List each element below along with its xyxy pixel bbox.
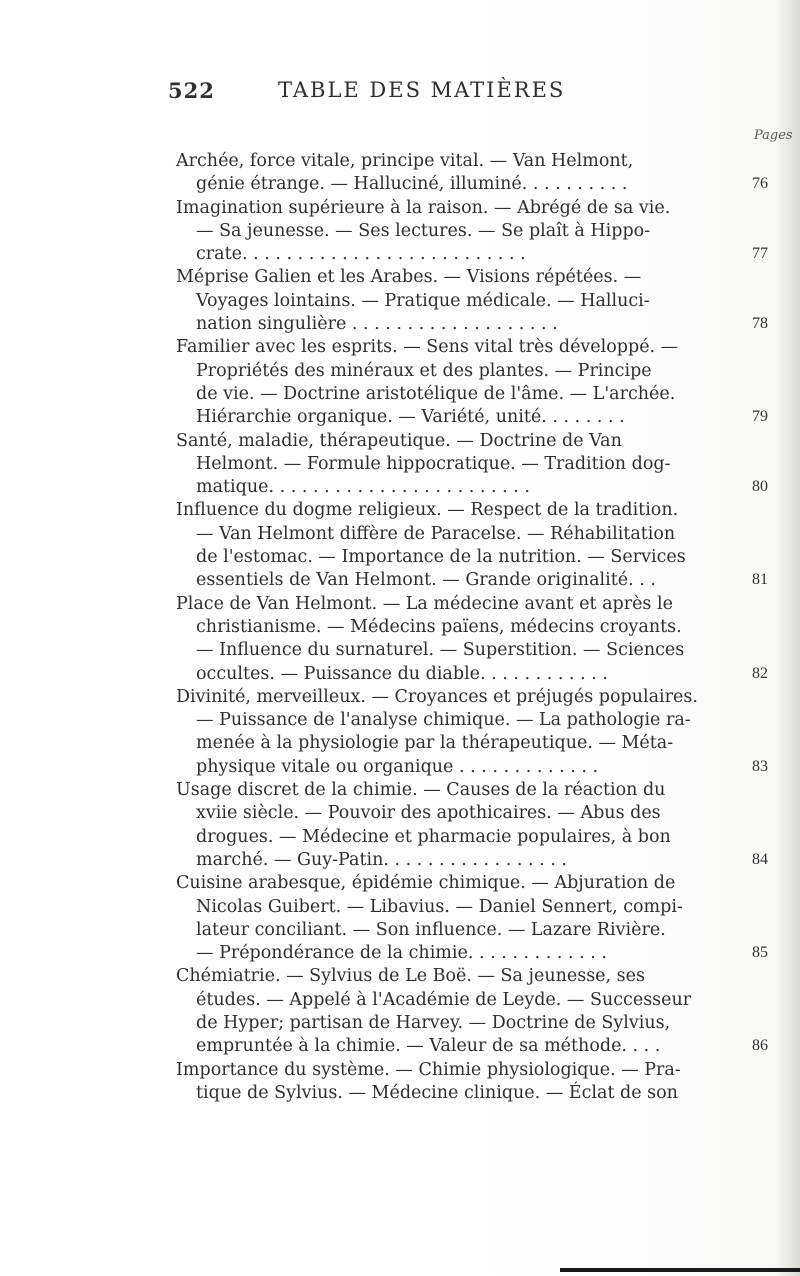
toc-line: Hiérarchie organique. — Variété, unité. . . . . . . . [196, 407, 625, 428]
page-ref-number: 79 [752, 408, 768, 426]
toc-line: Santé, maladie, thérapeutique. — Doctrine de Van [176, 430, 622, 451]
toc-line: études. — Appelé à l'Académie de Leyde. — Successeur [196, 989, 692, 1010]
toc-line: de vie. — Doctrine aristotélique de l'âme. — L'archée. [196, 383, 676, 404]
page-ref-number: 86 [752, 1037, 768, 1055]
toc-line: Chémiatrie. — Sylvius de Le Boë. — Sa jeunesse, ses [176, 966, 645, 987]
toc-line: nation singulière . . . . . . . . . . . . . . . . . . . [196, 314, 558, 335]
toc-line: Nicolas Guibert. — Libavius. — Daniel Sennert, compi- [196, 896, 683, 917]
toc-line: — Puissance de l'analyse chimique. — La pathologie ra- [196, 710, 691, 731]
toc-line: — Prépondérance de la chimie. . . . . . . . . . . . . [196, 943, 607, 964]
toc-line: drogues. — Médecine et pharmacie populaires, à bon [196, 826, 671, 847]
bottom-edge-mark [560, 1268, 800, 1272]
toc-line: Place de Van Helmont. — La médecine avant et après le [176, 593, 673, 614]
page-ref-number: 85 [752, 944, 768, 962]
toc-line: — Sa jeunesse. — Ses lectures. — Se plaît à Hippo- [196, 220, 651, 241]
toc-line: Cuisine arabesque, épidémie chimique. — Abjuration de [176, 873, 676, 894]
page-number: 522 [168, 78, 215, 103]
toc-line: Imagination supérieure à la raison. — Abrégé de sa vie. [176, 197, 671, 218]
toc-line: Voyages lointains. — Pratique médicale. — Halluci- [196, 290, 650, 311]
toc-line: occultes. — Puissance du diable. . . . . . . . . . . . [196, 663, 608, 684]
page-ref-number: 83 [752, 757, 768, 775]
running-title: TABLE DES MATIÈRES [278, 78, 566, 102]
toc-line: Usage discret de la chimie. — Causes de la réaction du [176, 780, 666, 801]
page-ref-number: 77 [752, 245, 768, 263]
toc-line: menée à la physiologie par la thérapeutique. — Méta- [196, 733, 674, 754]
toc-line: essentiels de Van Helmont. — Grande originalité. . . [196, 570, 656, 591]
page-ref-number: 76 [752, 175, 768, 193]
toc-line: Méprise Galien et les Arabes. — Visions répétées. — [176, 267, 642, 288]
toc-line: empruntée à la chimie. — Valeur de sa méthode. . . . [196, 1036, 661, 1057]
page-header [168, 78, 708, 108]
toc-line: — Van Helmont diffère de Paracelse. — Réhabilitation [196, 523, 676, 544]
page-ref-number: 80 [752, 478, 768, 496]
page-ref-number: 84 [752, 851, 768, 868]
page-ref-number: 81 [752, 571, 768, 589]
toc-line: matique. . . . . . . . . . . . . . . . . . . . . . . . [196, 477, 530, 498]
toc-line: Helmont. — Formule hippocratique. — Tradition dog- [196, 453, 671, 474]
toc-line: xviie siècle. — Pouvoir des apothicaires. — Abus des [196, 803, 661, 824]
toc-line: christianisme. — Médecins païens, médecins croyants. [196, 616, 682, 637]
toc-line: — Influence du surnaturel. — Superstition. — Sciences [196, 640, 685, 661]
toc-line: crate. . . . . . . . . . . . . . . . . . . . . . . . . . [196, 244, 526, 265]
page-ref-number: 78 [752, 315, 768, 333]
toc-line: génie étrange. — Halluciné, illuminé. . . . . . . . . . [196, 174, 628, 195]
toc-line: Familier avec les esprits. — Sens vital très développé. — [176, 337, 679, 358]
page-edge-shadow [778, 0, 800, 1276]
toc-line: Importance du système. — Chimie physiologique. — Pra- [176, 1059, 681, 1080]
toc-line: Influence du dogme religieux. — Respect de la tradition. [176, 500, 679, 521]
pages-column-label: Pages [754, 128, 793, 143]
toc-line: marché. — Guy-Patin. . . . . . . . . . . . . . . . . [196, 849, 567, 870]
toc-line: de Hyper; partisan de Harvey. — Doctrine de Sylvius, [196, 1012, 671, 1033]
toc-line: Divinité, merveilleux. — Croyances et préjugés populaires. [176, 686, 698, 707]
toc-line: de l'estomac. — Importance de la nutrition. — Services [196, 547, 686, 568]
toc-line: physique vitale ou organique . . . . . . . . . . . . . [196, 756, 599, 777]
toc-line: tique de Sylvius. — Médecine clinique. — Éclat de son [196, 1082, 678, 1103]
table-of-contents [176, 150, 716, 1105]
page-ref-number: 82 [752, 664, 768, 682]
toc-line: Archée, force vitale, principe vital. — Van Helmont, [176, 151, 634, 171]
toc-line: Propriétés des minéraux et des plantes. — Principe [196, 360, 652, 381]
toc-line: lateur conciliant. — Son influence. — Lazare Rivière. [196, 919, 666, 940]
